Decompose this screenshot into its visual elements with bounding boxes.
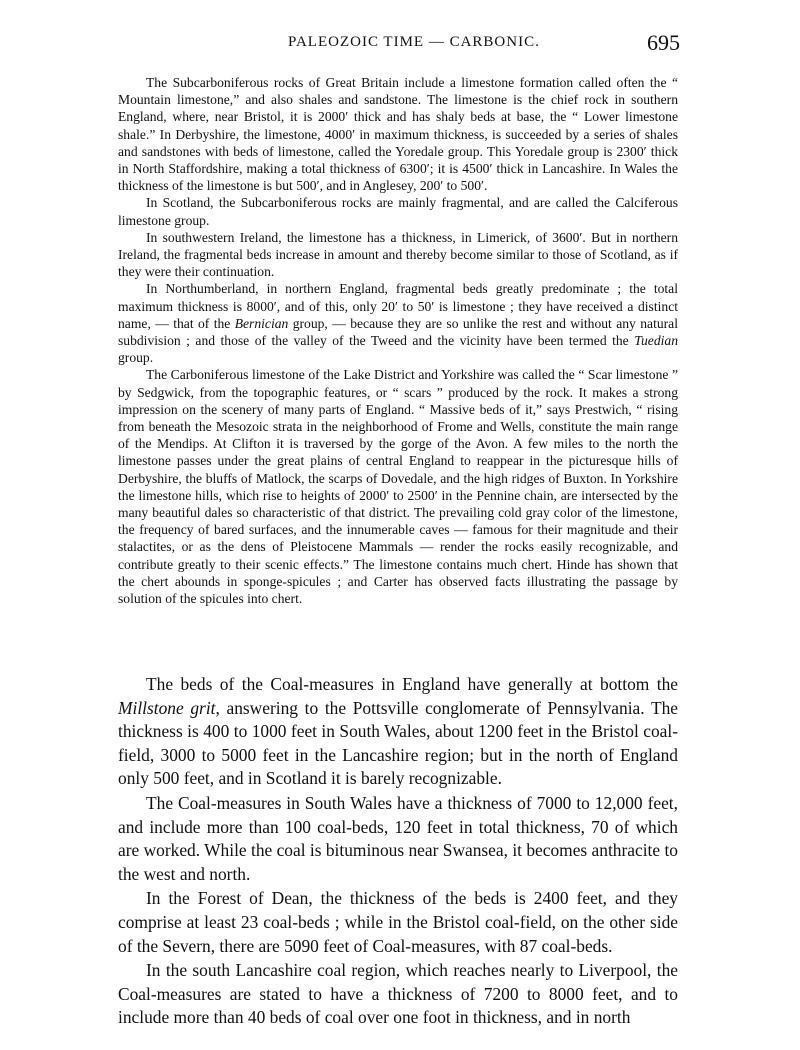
italic-term: Tuedian [634, 333, 678, 349]
paragraph-text: In southwestern Ireland, the limestone has a thickness, in Limerick, of 3600′. But in northern Ireland, the fragmental beds increase in amount and thereby become similar to those of Scotland, as if they were their continuation. [118, 229, 678, 280]
paragraph-text: The beds of the Coal-measures in England have generally at bottom the [146, 674, 678, 694]
paragraph [118, 673, 678, 791]
paragraph [118, 792, 678, 886]
paragraph-text: group, — because they are so unlike the rest and without any natural subdivision ; and those of the valley of the Tweed and the vicinity have been termed the [118, 315, 678, 349]
paragraph-text: The Coal-measures in South Wales have a thickness of 7000 to 12,000 feet, and include more than 100 coal-beds, 120 feet in total thickness, 70 of which are worked. While the coal is bituminous near Swansea, it becomes anthracite to the west and north. [118, 792, 678, 884]
paragraph [118, 366, 678, 607]
paragraph [118, 194, 678, 228]
paragraph-text: In Northumberland, in northern England, fragmental beds greatly predominate ; the total maximum thickness is 8000′, and of this, only 20′ to 50′ is limestone ; they have received a distinct name, — that of the [118, 281, 678, 331]
paragraph [118, 887, 678, 958]
small-print-section [118, 74, 678, 607]
running-title: PALEOZOIC TIME — CARBONIC. [288, 34, 540, 50]
running-head [118, 30, 680, 54]
paragraph [118, 959, 678, 1030]
paragraph [118, 74, 678, 194]
paragraph-text: The Subcarboniferous rocks of Great Britain include a limestone formation called often the “ Mountain limestone,” and also shales and sandstone. The limestone is the chief rock in southern England, where, near Bristol, it is 2000′ thick and has shaly beds at base, the “ Lower limestone shale.” In Derbyshire, the limestone, 4000′ in maximum thickness, is succeeded by a series of shales and sandstones with beds of limestone, called the Yoredale group. This Yoredale group is 2300′ thick in North Staffordshire, making a total thickness of 6300′; it is 4500′ thick in Lancashire. In Wales the thickness of the limestone is but 500′, and in Anglesey, 200′ to 500′. [118, 75, 678, 194]
paragraph [118, 229, 678, 281]
paragraph [118, 280, 678, 366]
paragraph-text: group. [118, 350, 154, 366]
paragraph-text: In the Forest of Dean, the thickness of the beds is 2400 feet, and they comprise at least 23 coal-beds ; while in the Bristol coal-field, on the other side of the Severn, there are 5090 feet of Coal-measures, with 87 coal-beds. [118, 888, 678, 956]
italic-term: Bernician [234, 315, 289, 331]
page-number: 695 [647, 30, 680, 55]
paragraph-text: The Carboniferous limestone of the Lake District and Yorkshire was called the “ Scar limestone ” by Sedgwick, from the topographic features, or “ scars ” produced by the rock. It makes a strong impression on the scenery of many parts of England. “ Massive beds of it,” says Prestwich, “ rising from beneath the Mesozoic strata in the neighborhood of Frome and Wells, constitute the main range of the Mendips. At Clifton it is traversed by the gorge of the Avon. A few miles to the north the limestone passes under the great plains of central England to reappear in the picturesque hills of Derbyshire, the bluffs of Matlock, the scarps of Dovedale, and the high ridges of Buxton. In Yorkshire the limestone hills, which rise to heights of 2000′ to 2500′ in the Pennine chain, are intersected by the many beautiful dales so characteristic of that district. The prevailing cold gray color of the limestone, the frequency of bared surfaces, and the innumerable caves — famous for their magnitude and their stalactites, or as the dens of Pleistocene Mammals — render the rocks easily recognizable, and contribute greatly to their scenic effects.” The limestone contains much chert. Hinde has shown that the chert abounds in sponge-spicules ; and Carter has observed facts illustrating the passage by solution of the spicules into chert. [118, 367, 678, 607]
paragraph-text: In Scotland, the Subcarboniferous rocks are mainly fragmental, and are called the Calciferous limestone group. [118, 195, 678, 228]
main-text-section [118, 673, 678, 1031]
paragraph-text: , answering to the Pottsville conglomerate of Pennsylvania. The thickness is 400 to 1000 feet in South Wales, about 1200 feet in the Bristol coal-field, 3000 to 5000 feet in the Lancashire region; but in the north of England only 500 feet, and in Scotland it is barely recognizable. [118, 697, 678, 789]
italic-term: Millstone grit [118, 697, 216, 718]
paragraph-text: In the south Lancashire coal region, which reaches nearly to Liverpool, the Coal-measures are stated to have a thickness of 7200 to 8000 feet, and to include more than 40 beds of coal over one foot in thickness, and in north [118, 960, 678, 1028]
